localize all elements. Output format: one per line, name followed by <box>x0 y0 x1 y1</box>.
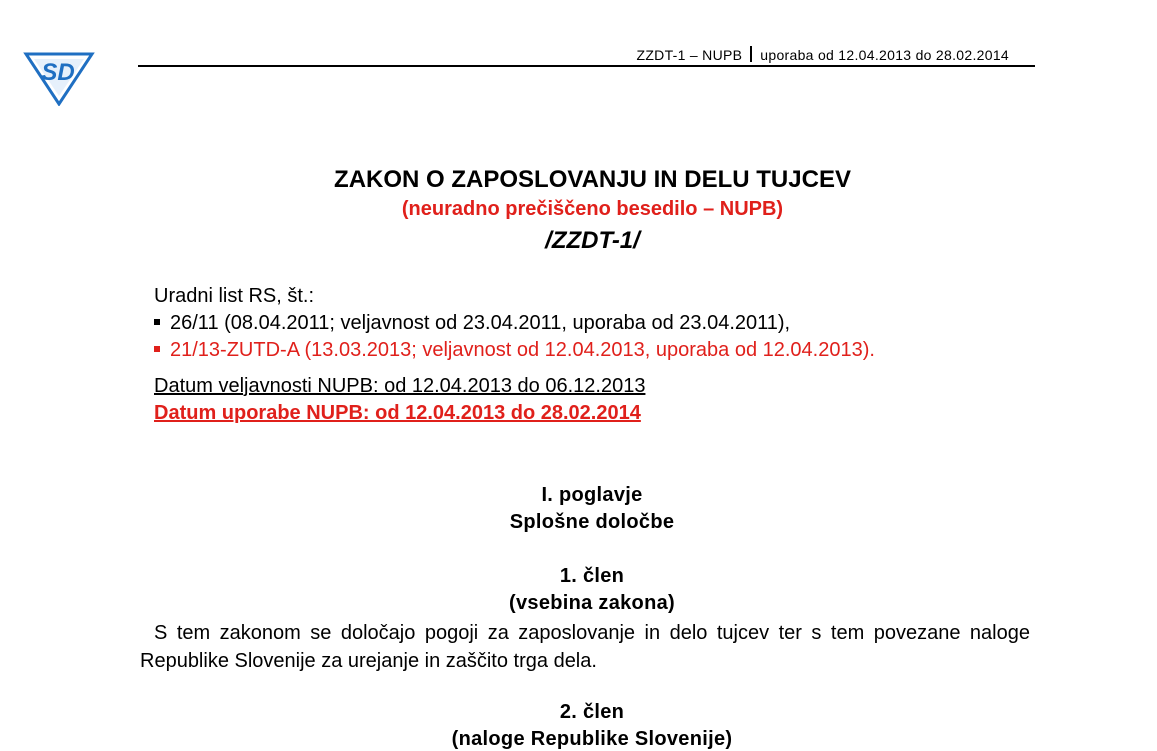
gazette-item <box>154 312 790 335</box>
sd-logo-icon <box>22 48 96 106</box>
article-number: 2. člen <box>559 701 625 723</box>
application-date: Datum uporabe NUPB: od 12.04.2013 do 28.02.2014 <box>154 402 641 424</box>
header-usage: uporaba od 12.04.2013 do 28.02.2014 <box>760 47 1009 63</box>
document-abbreviation: /ZZDT-1/ <box>545 227 640 254</box>
running-header <box>138 44 1035 67</box>
bullet-icon <box>154 346 160 352</box>
article-number: 1. člen <box>559 565 625 587</box>
gazette-item <box>154 339 875 362</box>
svg-text:SD: SD <box>41 59 75 86</box>
header-text <box>636 46 1009 63</box>
article-title: (naloge Republike Slovenije) <box>451 728 733 750</box>
article-title: (vsebina zakona) <box>509 592 675 614</box>
gazette-item-text: 26/11 (08.04.2011; veljavnost od 23.04.2011, uporaba od 23.04.2011), <box>170 312 791 334</box>
chapter-number: I. poglavje <box>541 484 643 506</box>
gazette-heading: Uradni list RS, št.: <box>154 285 315 307</box>
header-separator <box>750 46 752 62</box>
chapter-title: Splošne določbe <box>509 511 675 533</box>
article-text: S tem zakonom se določajo pogoji za zaposlovanje in delo tujcev ter s tem povezane naloge Republike Slovenije za urejanje in zaščito trga dela. <box>140 622 1030 672</box>
document-title: ZAKON O ZAPOSLOVANJU IN DELU TUJCEV <box>334 166 851 193</box>
bullet-icon <box>154 319 160 325</box>
gazette-item-text: 21/13-ZUTD-A (13.03.2013; veljavnost od 12.04.2013, uporaba od 12.04.2013). <box>170 339 875 361</box>
document-subtitle: (neuradno prečiščeno besedilo – NUPB) <box>401 198 784 220</box>
header-abbreviation: ZZDT-1 – NUPB <box>636 47 743 63</box>
validity-date: Datum veljavnosti NUPB: od 12.04.2013 do 06.12.2013 <box>154 375 646 397</box>
